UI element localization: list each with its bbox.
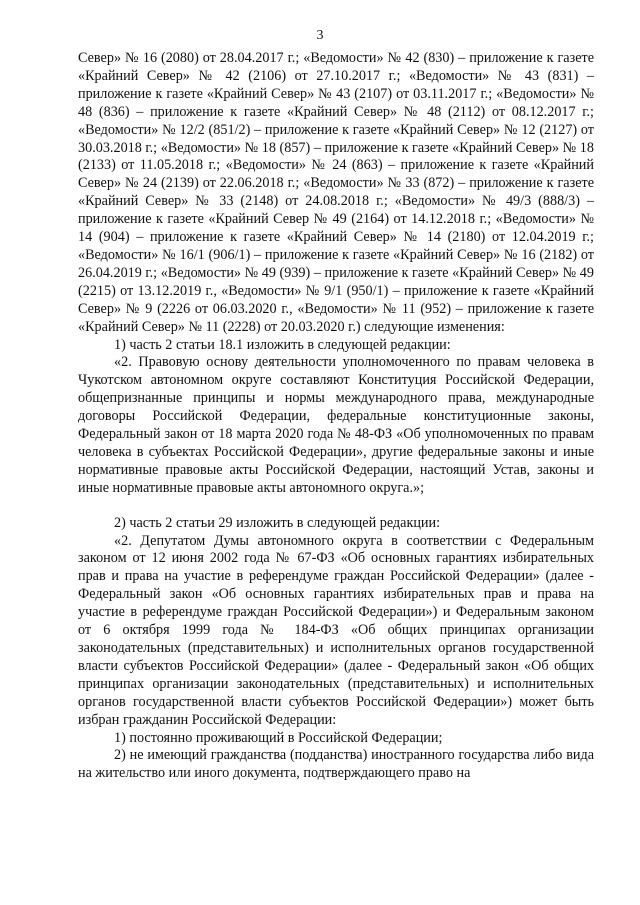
paragraph-publication-list: Север» № 16 (2080) от 28.04.2017 г.; «Ведомости» № 42 (830) – приложение к газете «Крайний Север» № 42 (2106) от 27.10.2017 г.; «Ведомости» № 43 (831) – приложение к газете «Крайний Север» № 43 (2107) от 03.11.2017 г.; «Ведомости» № 48 (836) – приложение к газете «Крайний Север» № 48 (2112) от 08.12.2017 г.; «Ведомости» № 12/2 (851/2) – приложение к газете «Крайний Север» № 12 (2127) от 30.03.2018 г.; «Ведомости» № 18 (857) – приложение к газете «Крайний Север» № 18 (2133) от 11.05.2018 г.; «Ведомости» № 24 (863) – приложение к газете «Крайний Север» № 24 (2139) от 22.06.2018 г.; «Ведомости» № 33 (872) – приложение к газете «Крайний Север» № 33 (2148) от 24.08.2018 г.; «Ведомости» № 49/3 (888/3) – приложение к газете «Крайний Север № 49 (2164) от 14.12.2018 г.; «Ведомости» № 14 (904) – приложение к газете «Крайний Север» № 14 (2180) от 12.04.2019 г.; «Ведомости» № 16/1 (906/1) – приложение к газете «Крайний Север» № 16 (2182) от 26.04.2019 г.; «Ведомости» № 49 (939) – приложение к газете «Крайний Север» № 49 (2215) от 13.12.2019 г., «Ведомости» № 9/1 (950/1) – приложение к газете «Крайний Север» № 9 (2226 от 06.03.2020 г., «Ведомости» № 11 (952) – приложение к газете «Крайний Север» № 11 (2228) от 20.03.2020 г.) следующие изменения: <box>78 50 594 335</box>
paragraph-subitem-1: 1) постоянно проживающий в Российской Федерации; <box>114 729 443 746</box>
paragraph-subitem-2: 2) не имеющий гражданства (подданства) иностранного государства либо вида на жительство или иного документа, подтверждающего право на <box>78 747 594 782</box>
paragraph-item-2: 2) часть 2 статьи 29 изложить в следующей редакции: <box>114 514 441 531</box>
paragraph-item-1: 1) часть 2 статьи 18.1 изложить в следующей редакции: <box>114 336 451 353</box>
paragraph-article-18-1-text: «2. Правовую основу деятельности уполномоченного по правам человека в Чукотском автономном округе составляют Конституция Российской Федерации, общепризнанные принципы и нормы международного права, международные договоры Российской Федерации, федеральные конституционные законы, Федеральный закон от 18 марта 2020 года № 48-ФЗ «Об уполномоченных по правам человека в субъектах Российской Федерации», другие федеральные законы и иные нормативные правовые акты Российской Федерации, настоящий Устав, законы и иные нормативные правовые акты автономного округа.»; <box>78 354 594 496</box>
paragraph-article-29-text: «2. Депутатом Думы автономного округа в соответствии с Федеральным законом от 12 июня 2002 года № 67-ФЗ «Об основных гарантиях избирательных прав и права на участие в референдуме граждан Российской Федерации» (далее - Федеральный закон «Об основных гарантиях избирательных прав и права на участие в референдуме граждан Российской Федерации») и Федеральным законом от 6 октября 1999 года № 184-ФЗ «Об общих принципах организации законодательных (представительных) и исполнительных органов государственной власти субъектов Российской Федерации» (далее - Федеральный закон «Об общих принципах организации законодательных (представительных) и исполнительных органов государственной власти субъектов Российской Федерации») может быть избран гражданин Российской Федерации: <box>78 532 594 728</box>
document-body <box>78 50 594 783</box>
page-number: 3 <box>316 28 324 43</box>
